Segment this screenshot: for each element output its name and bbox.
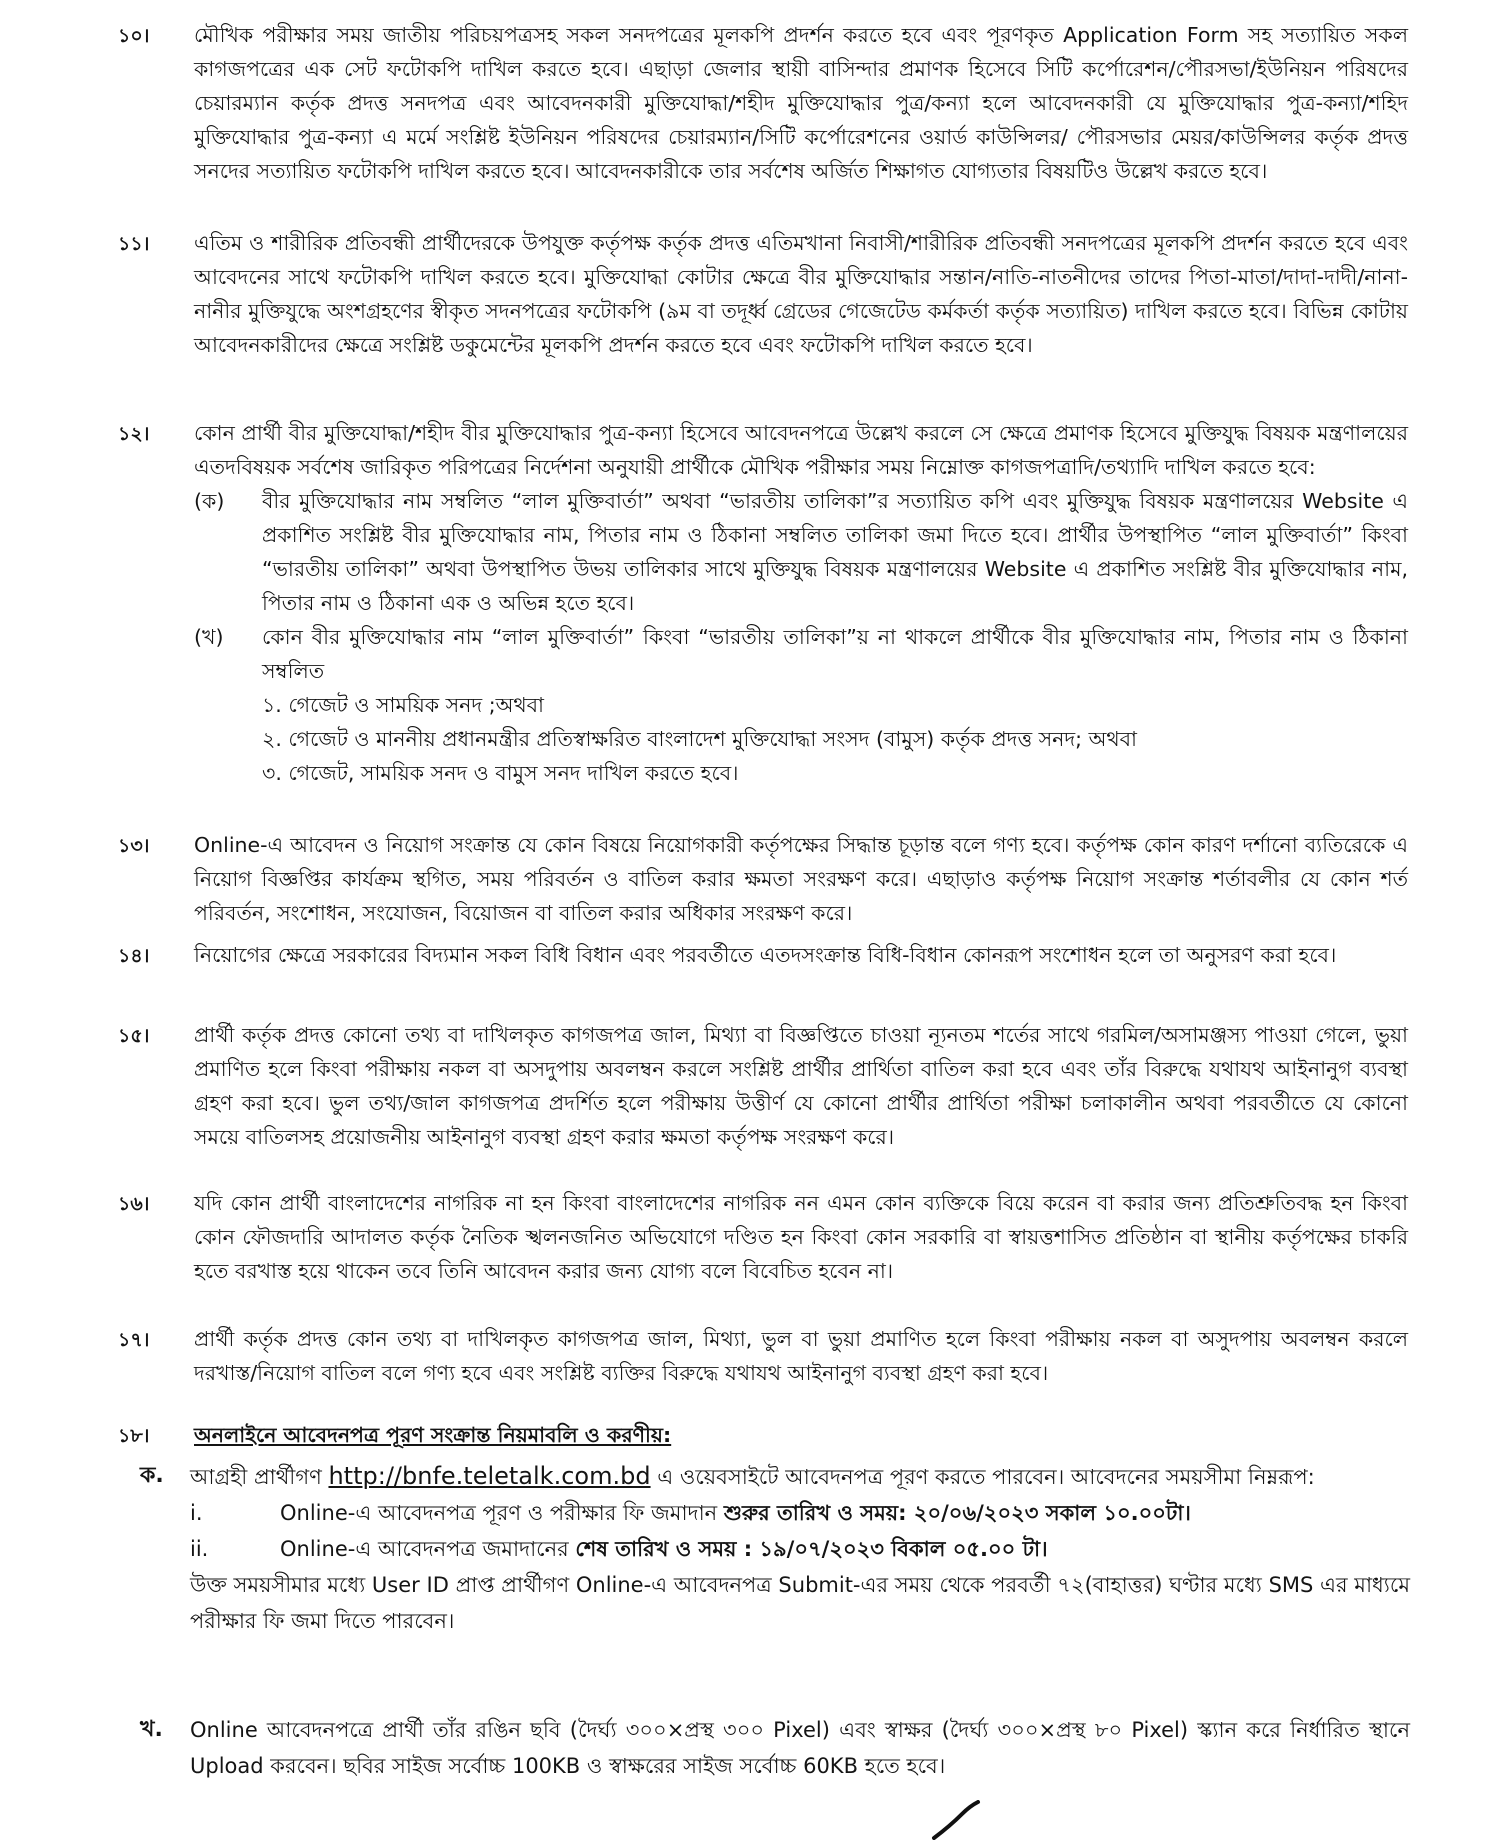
- clause-text: নিয়োগের ক্ষেত্রে সরকারের বিদ্যমান সকল বিধি বিধান এবং পরবর্তীতে এতদসংক্রান্ত বিধি-বিধান কোনরূপ সংশোধন হলে তা অনুসরণ করা হবে।: [194, 943, 1337, 967]
- clause-text: এতিম ও শারীরিক প্রতিবন্ধী প্রার্থীদেরকে উপযুক্ত কর্তৃপক্ষ কর্তৃক প্রদত্ত এতিমখানা নিবাসী/শারীরিক প্রতিবন্ধী সনদপত্রের মূলকপি প্রদর্শন করতে হবে এবং আবেদনের সাথে ফটোকপি দাখিল করতে হবে। মুক্তিযোদ্ধা কোটার ক্ষেত্রে বীর মুক্তিযোদ্ধার সন্তান/নাতি-নাতনীদের তাদের পিতা-মাতা/দাদা-দাদী/নানা-নানীর মুক্তিযুদ্ধে অংশগ্রহণের স্বীকৃত সদনপত্রের ফটোকপি (৯ম বা তদূর্ধ্ব গ্রেডের গেজেটেড কর্মকর্তা কর্তৃক সত্যায়িত) দাখিল করতে হবে। বিভিন্ন কোটায় আবেদনকারীদের ক্ষেত্রে সংশ্লিষ্ট ডকুমেন্টের মূলকপি প্রদর্শন করতে হবে এবং ফটোকপি দাখিল করতে হবে।: [194, 231, 1408, 357]
- enum-item-2: ২. গেজেট ও মাননীয় প্রধানমন্ত্রীর প্রতিস্বাক্ষরিত বাংলাদেশ মুক্তিযোদ্ধা সংসদ (বামুস) কর্তৃক প্রদত্ত সনদ; অথবা: [262, 727, 1137, 751]
- ka-intro: আগ্রহী প্রার্থীগণ: [190, 1465, 322, 1489]
- kha-label: খ.: [140, 1717, 163, 1742]
- subclause-text: কোন বীর মুক্তিযোদ্ধার নাম “লাল মুক্তিবার্তা” কিংবা “ভারতীয় তালিকা”য় না থাকলে প্রার্থীকে বীর মুক্তিযোদ্ধার নাম, পিতার নাম ও ঠিকানা সম্বলিত: [262, 625, 1408, 683]
- end-text: Online-এ আবেদনপত্র জমাদানের: [280, 1537, 569, 1561]
- clause-number: ১৭।: [118, 1329, 150, 1351]
- clause-14: [118, 938, 1408, 972]
- clause-text: মৌখিক পরীক্ষার সময় জাতীয় পরিচয়পত্রসহ সকল সনদপত্রের মূলকপি প্রদর্শন করতে হবে এবং পূরণকৃত Application Form সহ সত্যায়িত সকল কাগজপত্রের এক সেট ফটোকপি দাখিল করতে হবে। এছাড়া জেলার স্থায়ী বাসিন্দার প্রমাণক হিসেবে সিটি কর্পোরেশন/পৌরসভা/ইউনিয়ন পরিষদের চেয়ারম্যান কর্তৃক প্রদত্ত সনদপত্র এবং আবেদনকারী মুক্তিযোদ্ধা/শহীদ মুক্তিযোদ্ধার পুত্র/কন্যা হলে আবেদনকারী যে মুক্তিযোদ্ধার পুত্র-কন্যা/শহিদ মুক্তিযোদ্ধার পুত্র-কন্যা এ মর্মে সংশ্লিষ্ট ইউনিয়ন পরিষদের চেয়ারম্যান/সিটি কর্পোরেশনের ওয়ার্ড কাউন্সিলর/ পৌরসভার মেয়র/কাউন্সিলর কর্তৃক প্রদত্ত সনদের সত্যায়িত ফটোকপি দাখিল করতে হবে। আবেদনকারীকে তার সর্বশেষ অর্জিত শিক্ষাগত যোগ্যতার বিষয়টিও উল্লেখ করতে হবে।: [194, 23, 1408, 183]
- subclause-ka: [194, 484, 1408, 620]
- deadline-start: [190, 1495, 1410, 1531]
- section-heading: অনলাইনে আবেদনপত্র পূরণ সংক্রান্ত নিয়মাবলি ও করণীয়:: [194, 1423, 672, 1447]
- enum-item-1: ১. গেজেট ও সাময়িক সনদ ;অথবা: [262, 693, 544, 717]
- online-ka: [140, 1458, 1410, 1639]
- clause-text: যদি কোন প্রার্থী বাংলাদেশের নাগরিক না হন কিংবা বাংলাদেশের নাগরিক নন এমন কোন ব্যক্তিকে বিয়ে করেন বা করার জন্য প্রতিশ্রুতিবদ্ধ হন কিংবা কোন ফৌজদারি আদালত কর্তৃক নৈতিক স্খলনজনিত অভিযোগে দণ্ডিত হন কিংবা কোন সরকারি বা স্বায়ত্তশাসিত প্রতিষ্ঠান বা স্থানীয় কর্তৃপক্ষের চাকরি হতে বরখাস্ত হয়ে থাকেন তবে তিনি আবেদন করার জন্য যোগ্য বলে বিবেচিত হবেন না।: [194, 1191, 1408, 1283]
- online-kha: [140, 1712, 1410, 1784]
- clause-number: ১৬।: [118, 1193, 150, 1215]
- clause-number: ১০।: [118, 25, 150, 47]
- subclause-label: (ক): [194, 489, 225, 513]
- clause-16: [118, 1186, 1408, 1288]
- subclause-label: (খ): [194, 625, 224, 649]
- clause-number: ১৪।: [118, 945, 150, 967]
- subclause-text: বীর মুক্তিযোদ্ধার নাম সম্বলিত “লাল মুক্তিবার্তা” অথবা “ভারতীয় তালিকা”র সত্যায়িত কপি এবং মুক্তিযুদ্ধ বিষয়ক মন্ত্রণালয়ের Website এ প্রকাশিত সংশ্লিষ্ট বীর মুক্তিযোদ্ধার নাম, পিতার নাম ও ঠিকানা সম্বলিত তালিকা জমা দিতে হবে। প্রার্থীর উপস্থাপিত “লাল মুক্তিবার্তা” কিংবা “ভারতীয় তালিকা” অথবা উপস্থাপিত উভয় তালিকার সাথে মুক্তিযুদ্ধ বিষয়ক মন্ত্রণালয়ের Website এ প্রকাশিত সংশ্লিষ্ট বীর মুক্তিযোদ্ধার নাম, পিতার নাম ও ঠিকানা এক ও অভিন্ন হতে হবে।: [262, 489, 1408, 615]
- roman-label: ii.: [190, 1537, 209, 1561]
- clause-number: ১১।: [118, 233, 150, 255]
- ka-outro: এ ওয়েবসাইটে আবেদনপত্র পূরণ করতে পারবেন। আবেদনের সময়সীমা নিম্নরূপ:: [657, 1465, 1315, 1489]
- deadline-end: [190, 1531, 1410, 1567]
- start-date: শুরুর তারিখ ও সময়: ২০/০৬/২০২৩ সকাল ১০.০০টা।: [723, 1501, 1191, 1525]
- clause-17: [118, 1322, 1408, 1390]
- signature-mark-icon: [930, 1800, 990, 1840]
- end-date: শেষ তারিখ ও সময় : ১৯/০৭/২০২৩ বিকাল ০৫.০০ টা।: [575, 1537, 1048, 1561]
- subclause-kha: [194, 620, 1408, 688]
- clause-number: ১৩।: [118, 835, 150, 857]
- clause-text: কোন প্রার্থী বীর মুক্তিযোদ্ধা/শহীদ বীর মুক্তিযোদ্ধার পুত্র-কন্যা হিসেবে আবেদনপত্রে উল্লেখ করলে সে ক্ষেত্রে প্রমাণক হিসেবে মুক্তিযুদ্ধ বিষয়ক মন্ত্রণালয়ের এতদবিষয়ক সর্বশেষ জারিকৃত পরিপত্রের নির্দেশনা অনুযায়ী প্রার্থীকে মৌখিক পরীক্ষার সময় নিম্নোক্ত কাগজপত্রাদি/তথ্যাদি দাখিল করতে হবে:: [194, 421, 1408, 479]
- roman-label: i.: [190, 1501, 203, 1525]
- fee-note: উক্ত সময়সীমার মধ্যে User ID প্রাপ্ত প্রার্থীগণ Online-এ আবেদনপত্র Submit-এর সময় থেকে পরবর্তী ৭২(বাহাত্তর) ঘণ্টার মধ্যে SMS এর মাধ্যমে পরীক্ষার ফি জমা দিতে পারবেন।: [190, 1573, 1410, 1633]
- clause-12: [118, 416, 1408, 790]
- clause-number: ১৮।: [118, 1425, 150, 1447]
- ka-label: ক.: [140, 1463, 164, 1488]
- clause-text: প্রার্থী কর্তৃক প্রদত্ত কোন তথ্য বা দাখিলকৃত কাগজপত্র জাল, মিথ্যা, ভুল বা ভুয়া প্রমাণিত হলে কিংবা পরীক্ষায় নকল বা অসুদপায় অবলম্বন করলে দরখাস্ত/নিয়োগ বাতিল বলে গণ্য হবে এবং সংশ্লিষ্ট ব্যক্তির বিরুদ্ধে যথাযথ আইনানুগ ব্যবস্থা গ্রহণ করা হবে।: [194, 1327, 1408, 1385]
- start-text: Online-এ আবেদনপত্র পূরণ ও পরীক্ষার ফি জমাদান: [280, 1501, 718, 1525]
- clause-text: Online-এ আবেদন ও নিয়োগ সংক্রান্ত যে কোন বিষয়ে নিয়োগকারী কর্তৃপক্ষের সিদ্ধান্ত চূড়ান্ত বলে গণ্য হবে। কর্তৃপক্ষ কোন কারণ দর্শানো ব্যতিরেকে এ নিয়োগ বিজ্ঞপ্তির কার্যক্রম স্থগিত, সময় পরিবর্তন ও বাতিল করার ক্ষমতা সংরক্ষণ করে। এছাড়াও কর্তৃপক্ষ নিয়োগ সংক্রান্ত শর্তাবলীর যে কোন শর্ত পরিবর্তন, সংশোধন, সংযোজন, বিয়োজন বা বাতিল করার অধিকার সংরক্ষণ করে।: [194, 833, 1408, 925]
- clause-text: প্রার্থী কর্তৃক প্রদত্ত কোনো তথ্য বা দাখিলকৃত কাগজপত্র জাল, মিথ্যা বা বিজ্ঞপ্তিতে চাওয়া ন্যূনতম শর্তের সাথে গরমিল/অসামঞ্জস্য পাওয়া গেলে, ভুয়া প্রমাণিত হলে কিংবা পরীক্ষায় নকল বা অসদুপায় অবলম্বন করলে সংশ্লিষ্ট প্রার্থীর প্রার্থিতা বাতিল করা হবে এবং তাঁর বিরুদ্ধে যথাযথ আইনানুগ ব্যবস্থা গ্রহণ করা হবে। ভুল তথ্য/জাল কাগজপত্র প্রদর্শিত হলে পরীক্ষায় উত্তীর্ণ যে কোনো প্রার্থীর প্রার্থিতা পরীক্ষা চলাকালীন অথবা পরবর্তীতে যে কোনো সময়ে বাতিলসহ প্রয়োজনীয় আইনানুগ ব্যবস্থা গ্রহণ করার ক্ষমতা কর্তৃপক্ষ সংরক্ষণ করে।: [194, 1023, 1408, 1149]
- enum-item-3: ৩. গেজেট, সাময়িক সনদ ও বামুস সনদ দাখিল করতে হবে।: [262, 761, 739, 785]
- clause-number: ১২।: [118, 423, 150, 445]
- clause-number: ১৫।: [118, 1025, 150, 1047]
- clause-11: [118, 226, 1408, 362]
- kha-text: Online আবেদনপত্রে প্রার্থী তাঁর রঙিন ছবি (দৈর্ঘ্য ৩০০×প্রস্থ ৩০০ Pixel) এবং স্বাক্ষর (দৈর্ঘ্য ৩০০×প্রস্থ ৮০ Pixel) স্ক্যান করে নির্ধারিত স্থানে Upload করবেন। ছবির সাইজ সর্বোচ্চ 100KB ও স্বাক্ষরের সাইজ সর্বোচ্চ 60KB হতে হবে।: [190, 1718, 1410, 1778]
- clause-13: [118, 828, 1408, 930]
- clause-10: [118, 18, 1408, 188]
- clause-15: [118, 1018, 1408, 1154]
- application-url-link[interactable]: http://bnfe.teletalk.com.bd: [328, 1462, 651, 1490]
- clause-18: [118, 1418, 1408, 1452]
